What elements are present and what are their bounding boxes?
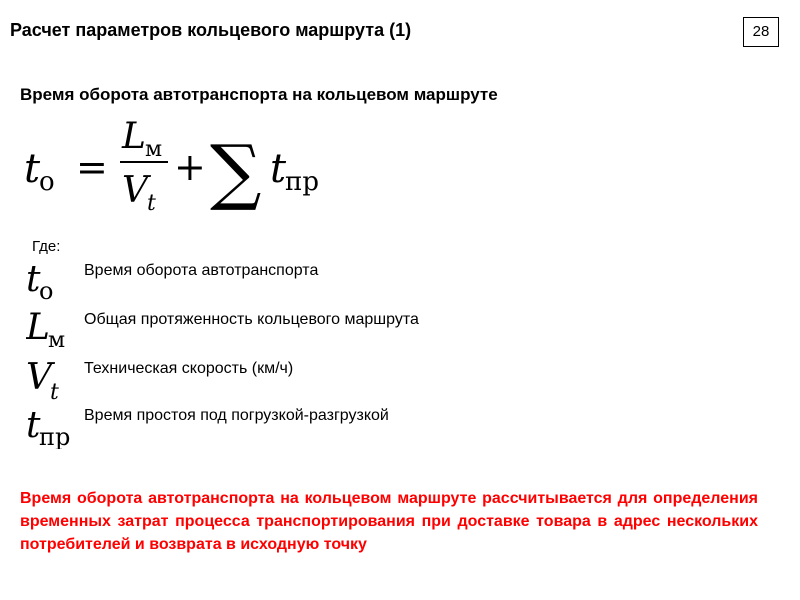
variable-description: Техническая скорость (км/ч) [84,360,294,377]
formula-plus: + [174,145,206,189]
variable-symbol-to [26,257,86,303]
formula-term-symbol: t [270,146,287,192]
variable-symbol-vt [26,355,86,401]
variable-description: Время простоя под погрузкой-разгрузкой [84,407,389,424]
variable-symbol-lm [26,305,86,351]
formula-equals: = [76,145,108,189]
formula-numerator-symbol: L [122,116,146,157]
variable-description: Общая протяженность кольцевого маршрута [84,311,419,328]
variable-symbol-subscript: м [48,328,66,351]
formula-lhs-subscript: о [39,167,55,197]
variable-symbol-subscript: t [50,380,59,401]
formula-sum-sign: ∑ [210,129,262,213]
formula-numerator-subscript: м [145,137,163,162]
conclusion-text: Время оборота автотранспорта на кольцевом маршруте рассчитывается для определения временных затрат процесса транспортирования при доставке товара в адрес нескольких потребителей и возврата в исходную точку [20,490,758,553]
formula-term-subscript: пр [285,167,319,197]
variable-symbol-main: L [26,307,50,348]
variable-symbol-subscript: о [39,277,54,303]
variable-symbol-main: t [26,259,41,300]
formula-denominator-subscript: t [147,191,156,216]
variable-symbol-main: t [26,405,41,446]
where-label: Где: [32,238,61,255]
variable-symbol-subscript: пр [39,423,71,449]
formula [24,118,334,218]
formula-lhs-symbol: t [24,146,41,192]
slide-title: Расчет параметров кольцевого маршрута (1) [10,20,412,40]
section-heading: Время оборота автотранспорта на кольцевом маршруте [20,85,498,104]
page-number-badge: 28 [743,17,779,47]
variable-symbol-main: V [26,357,52,398]
variable-symbol-tpr [26,403,86,449]
formula-denominator-symbol: V [122,170,148,211]
variable-description: Время оборота автотранспорта [84,262,319,279]
